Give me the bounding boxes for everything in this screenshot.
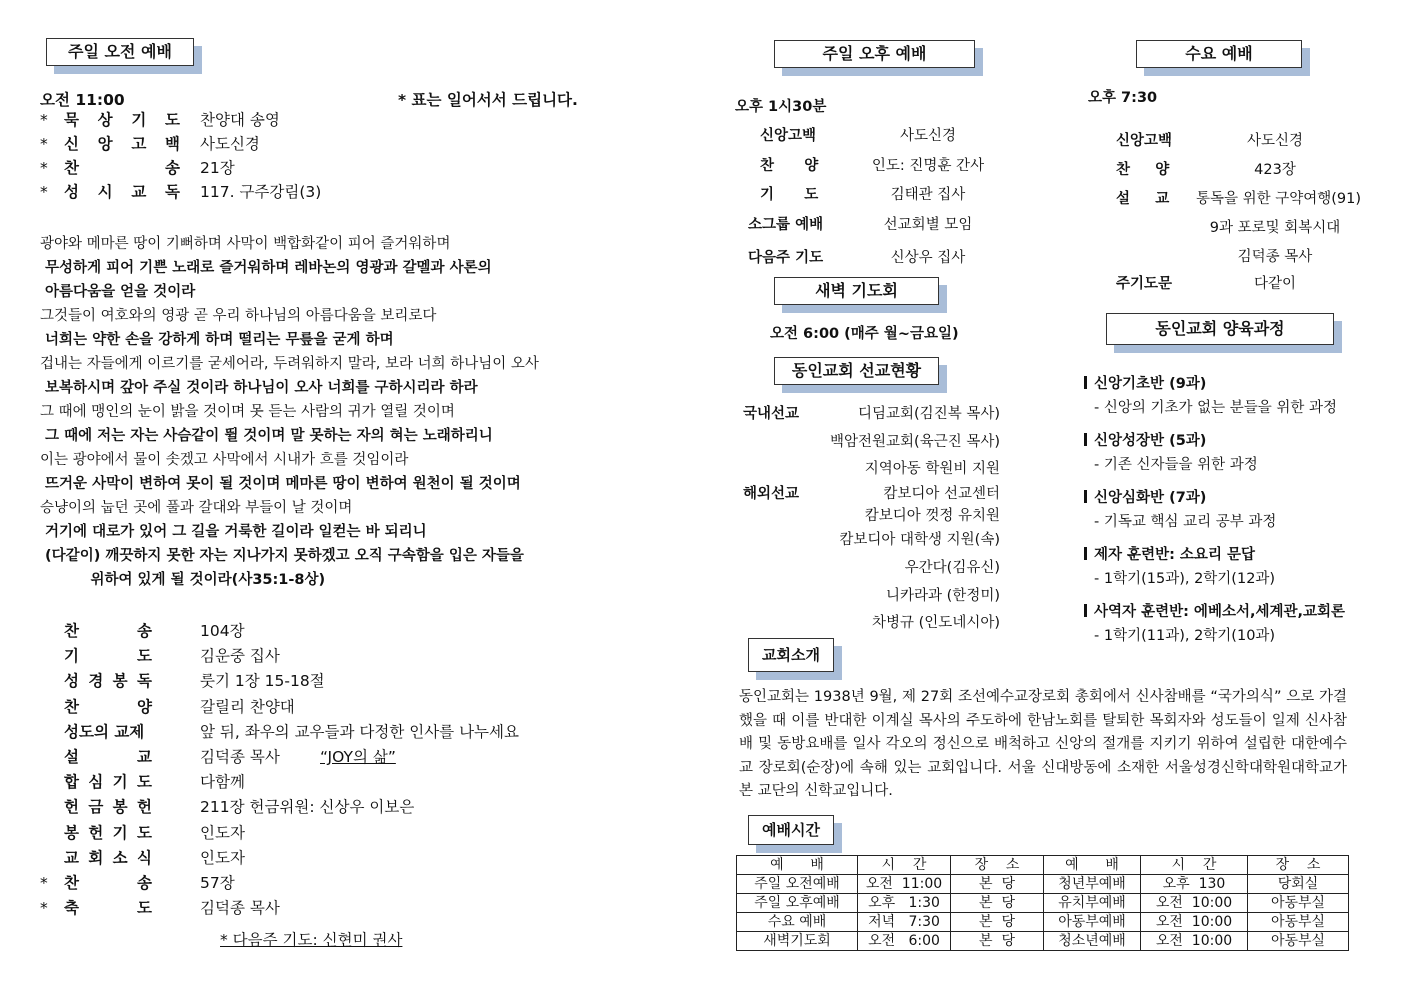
course-title: 신앙성장반 (5과) — [1084, 429, 1206, 450]
order-label: 합 심 기 도 — [64, 773, 152, 792]
afternoon-label: 소그룹 예배 — [748, 217, 824, 233]
wednesday-label: 찬 양 — [1116, 162, 1170, 178]
table-cell: 새벽기도회 — [737, 932, 858, 951]
column-header: 시 간 — [858, 856, 951, 875]
order-value: 갈릴리 찬양대 — [200, 697, 295, 716]
table-row — [737, 875, 1349, 894]
table-cell: 오전 10:00 — [1141, 932, 1248, 951]
wednesday-value: 김덕종 목사 — [1237, 249, 1313, 265]
order-value: 김덕종 목사 — [200, 899, 280, 918]
afternoon-value: 사도신경 — [899, 128, 957, 144]
dawn-prayer-title: 새벽 기도회 — [774, 277, 939, 305]
order-value: 211장 헌금위원: 신상우 이보은 — [200, 798, 415, 817]
table-cell: 본 당 — [951, 913, 1044, 932]
reading-line: 그 때에 저는 자는 사슴같이 뛸 것이며 말 못하는 자의 혀는 노래하리니 — [40, 428, 493, 444]
domestic-mission-item: 디딤교회(김진복 목사) — [858, 406, 1000, 422]
mission-status-title: 동인교회 선교현황 — [774, 357, 939, 385]
order-label: 축 도 — [64, 899, 152, 918]
reading-line: 위하여 있게 될 것이라(사35:1-8상) — [40, 572, 326, 588]
reading-line: 이는 광야에서 물이 솟겠고 사막에서 시내가 흐를 것임이라 — [40, 452, 409, 468]
reading-line: 뜨거운 사막이 변하여 못이 될 것이며 메마른 땅이 변하여 원천이 될 것이며 — [40, 476, 521, 492]
order-value: 인도자 — [200, 848, 245, 867]
table-cell: 오전 10:00 — [1141, 913, 1248, 932]
standing-note: * 표는 일어서서 드립니다. — [398, 91, 578, 109]
order-value: 21장 — [200, 159, 235, 177]
service-times-table — [736, 855, 1349, 951]
column-header: 장 소 — [951, 856, 1044, 875]
order-label: 성도의 교제 — [64, 722, 145, 741]
reading-line: 보복하시며 갚아 주실 것이라 하나님이 오사 너희를 구하시리라 하라 — [40, 380, 478, 396]
wednesday-service-title: 수요 예배 — [1136, 40, 1302, 68]
table-cell: 본 당 — [951, 932, 1044, 951]
wednesday-value: 다같이 — [1253, 276, 1297, 292]
table-cell: 본 당 — [951, 894, 1044, 913]
domestic-mission-label: 국내선교 — [743, 406, 800, 422]
domestic-mission-item: 지역아동 학원비 지원 — [864, 461, 1000, 477]
reading-line: 아름다움을 얻을 것이라 — [40, 284, 196, 300]
afternoon-service-time: 오후 1시30분 — [735, 99, 827, 115]
sermon-title: “JOY의 삶” — [320, 748, 396, 766]
table-cell: 본 당 — [951, 875, 1044, 894]
domestic-mission-item: 백암전원교회(육근진 목사) — [830, 434, 1000, 450]
table-cell: 청소년예배 — [1044, 932, 1141, 951]
reading-line: (다같이) 깨끗하지 못한 자는 지나가지 못하겠고 오직 구속함을 입은 자들을 — [40, 548, 524, 564]
afternoon-value: 선교회별 모임 — [883, 217, 973, 233]
table-cell: 주일 오전예배 — [737, 875, 858, 894]
overseas-mission-label: 해외선교 — [743, 486, 800, 502]
order-value: 찬양대 송영 — [200, 111, 280, 129]
afternoon-label: 찬 양 — [760, 158, 819, 174]
reading-line: 그 때에 맹인의 눈이 밝을 것이며 못 듣는 사람의 귀가 열릴 것이며 — [40, 404, 455, 420]
order-label: 봉 헌 기 도 — [64, 823, 152, 842]
reading-line: 그것들이 여호와의 영광 곧 우리 하나님의 아름다움을 보리로다 — [40, 308, 437, 324]
table-cell: 수요 예배 — [737, 913, 858, 932]
wednesday-label: 신앙고백 — [1116, 133, 1173, 149]
afternoon-label: 기 도 — [760, 187, 819, 203]
order-label: 헌 금 봉 헌 — [64, 798, 152, 817]
standing-marker: * — [40, 159, 48, 177]
reading-line: 승냥이의 눕던 곳에 풀과 갈대와 부들이 날 것이며 — [40, 500, 353, 516]
order-value: 앞 뒤, 좌우의 교우들과 다정한 인사를 나누세요 — [200, 722, 519, 741]
order-label: 성 경 봉 독 — [64, 672, 152, 691]
next-week-prayer: * 다음주 기도: 신현미 권사 — [220, 931, 403, 949]
standing-marker: * — [40, 874, 48, 892]
afternoon-label: 신앙고백 — [760, 128, 817, 144]
wednesday-value: 통독을 위한 구약여행(91) — [1196, 191, 1362, 207]
schedule-title: 예배시간 — [748, 815, 834, 845]
overseas-mission-item: 캄보디아 선교센터 — [883, 486, 1000, 502]
order-value: 117. 구주강림(3) — [200, 183, 322, 201]
afternoon-label: 다음주 기도 — [748, 250, 824, 266]
table-row — [737, 932, 1349, 951]
table-cell: 아동부실 — [1248, 932, 1349, 951]
table-row — [737, 913, 1349, 932]
table-cell: 청년부예배 — [1044, 875, 1141, 894]
overseas-mission-item: 니카라과 (한정미) — [886, 588, 1000, 604]
order-value: 다함께 — [200, 773, 245, 792]
church-intro-title: 교회소개 — [748, 638, 834, 672]
wednesday-label: 주기도문 — [1116, 276, 1173, 292]
afternoon-value: 인도: 진명훈 간사 — [871, 158, 985, 174]
order-value: 57장 — [200, 874, 235, 892]
course-description: - 기존 신자들을 위한 과정 — [1094, 457, 1258, 473]
afternoon-value: 김태관 집사 — [890, 187, 966, 203]
course-title: 사역자 훈련반: 에베소서,세계관,교회론 — [1084, 600, 1345, 621]
overseas-mission-item: 캄보디아 껏정 유치원 — [864, 508, 1000, 524]
reading-line: 무성하게 피어 기쁜 노래로 즐거워하며 레바논의 영광과 갈멜과 사론의 — [40, 260, 492, 276]
order-label: 찬 송 — [64, 874, 152, 892]
order-value: 룻기 1장 15-18절 — [200, 672, 325, 691]
overseas-mission-item: 캄보디아 대학생 지원(속) — [839, 532, 1000, 548]
standing-marker: * — [40, 183, 48, 201]
table-cell: 유치부예배 — [1044, 894, 1141, 913]
course-description: - 신앙의 기초가 없는 분들을 위한 과정 — [1094, 400, 1337, 416]
order-value: 인도자 — [200, 823, 245, 842]
table-cell: 아동부실 — [1248, 894, 1349, 913]
table-cell: 아동부예배 — [1044, 913, 1141, 932]
table-row — [737, 894, 1349, 913]
reading-line: 광야와 메마른 땅이 기뻐하며 사막이 백합화같이 피어 즐거워하며 — [40, 236, 451, 252]
order-label: 묵 상 기 도 — [64, 111, 180, 129]
course-title: 신앙기초반 (9과) — [1084, 372, 1206, 393]
reading-line: 너희는 약한 손을 강하게 하며 떨리는 무릎을 굳게 하며 — [40, 332, 394, 348]
order-label: 신 앙 고 백 — [64, 135, 180, 153]
afternoon-service-title: 주일 오후 예배 — [774, 40, 975, 68]
church-intro-text: 동인교회는 1938년 9월, 제 27회 조선예수교장로회 총회에서 신사참배를 “국가의식” 으로 가결했을 때 이를 반대한 이계실 목사의 주도하에 한남노회를 탈퇴한 목회자와 성도들이 일제 신사참배 및 동방요배를 일사 각오의 정신으로 배척하고 신앙의 절개를 지키기 위하여 설립한 대한예수교 장로회(순장)에 속해 있는 교회입니다. 서울 신대방동에 소재한 서울성경신학대학원대학교가 본 교단의 신학교입니다. — [739, 689, 1347, 800]
order-label: 설 교 — [64, 748, 152, 766]
standing-marker: * — [40, 111, 48, 129]
reading-line: 겁내는 자들에게 이르기를 굳세어라, 두려워하지 말라, 보라 너희 하나님이 오사 — [40, 356, 539, 372]
course-title: 제자 훈련반: 소요리 문답 — [1084, 543, 1255, 564]
table-cell: 오전 10:00 — [1141, 894, 1248, 913]
table-cell: 오전 6:00 — [858, 932, 951, 951]
order-value: 사도신경 — [200, 135, 260, 153]
standing-marker: * — [40, 899, 48, 918]
wednesday-value: 9과 포로및 회복시대 — [1209, 220, 1341, 236]
table-cell: 오후 1:30 — [858, 894, 951, 913]
course-description: - 1학기(11과), 2학기(10과) — [1094, 628, 1276, 644]
dawn-prayer-time: 오전 6:00 (매주 월~금요일) — [770, 326, 959, 342]
table-header-row — [737, 856, 1349, 875]
order-value: 104장 — [200, 622, 245, 640]
order-value: 김운중 집사 — [200, 647, 280, 666]
course-description: - 1학기(15과), 2학기(12과) — [1094, 571, 1276, 587]
column-header: 예 배 — [1044, 856, 1141, 875]
wednesday-value: 423장 — [1254, 162, 1296, 178]
course-description: - 기독교 핵심 교리 공부 과정 — [1094, 514, 1277, 530]
order-label: 교 회 소 식 — [64, 848, 152, 867]
order-label: 찬 송 — [64, 159, 180, 177]
wednesday-label: 설 교 — [1116, 191, 1170, 207]
wednesday-service-time: 오후 7:30 — [1088, 90, 1158, 106]
column-header: 시 간 — [1141, 856, 1248, 875]
overseas-mission-item: 차병규 (인도네시아) — [872, 615, 1000, 631]
morning-service-time: 오전 11:00 — [40, 91, 125, 109]
order-value: 김덕종 목사 — [200, 748, 280, 766]
column-header: 예 배 — [737, 856, 858, 875]
table-cell: 저녁 7:30 — [858, 913, 951, 932]
course-title: 신앙심화반 (7과) — [1084, 486, 1206, 507]
standing-marker: * — [40, 135, 48, 153]
morning-service-title: 주일 오전 예배 — [46, 38, 194, 66]
courses-title: 동인교회 양육과정 — [1106, 313, 1334, 345]
table-cell: 오전 11:00 — [858, 875, 951, 894]
reading-line: 거기에 대로가 있어 그 길을 거룩한 길이라 일컫는 바 되리니 — [40, 524, 427, 540]
table-cell: 오후 130 — [1141, 875, 1248, 894]
afternoon-value: 신상우 집사 — [890, 250, 966, 266]
table-cell: 주일 오후예배 — [737, 894, 858, 913]
table-cell: 당회실 — [1248, 875, 1349, 894]
order-label: 찬 양 — [64, 697, 152, 716]
column-header: 장 소 — [1248, 856, 1349, 875]
order-label: 찬 송 — [64, 622, 152, 640]
table-cell: 아동부실 — [1248, 913, 1349, 932]
wednesday-value: 사도신경 — [1246, 133, 1304, 149]
order-label: 기 도 — [64, 647, 152, 666]
order-label: 성 시 교 독 — [64, 183, 180, 201]
overseas-mission-item: 우간다(김유신) — [904, 560, 1000, 576]
